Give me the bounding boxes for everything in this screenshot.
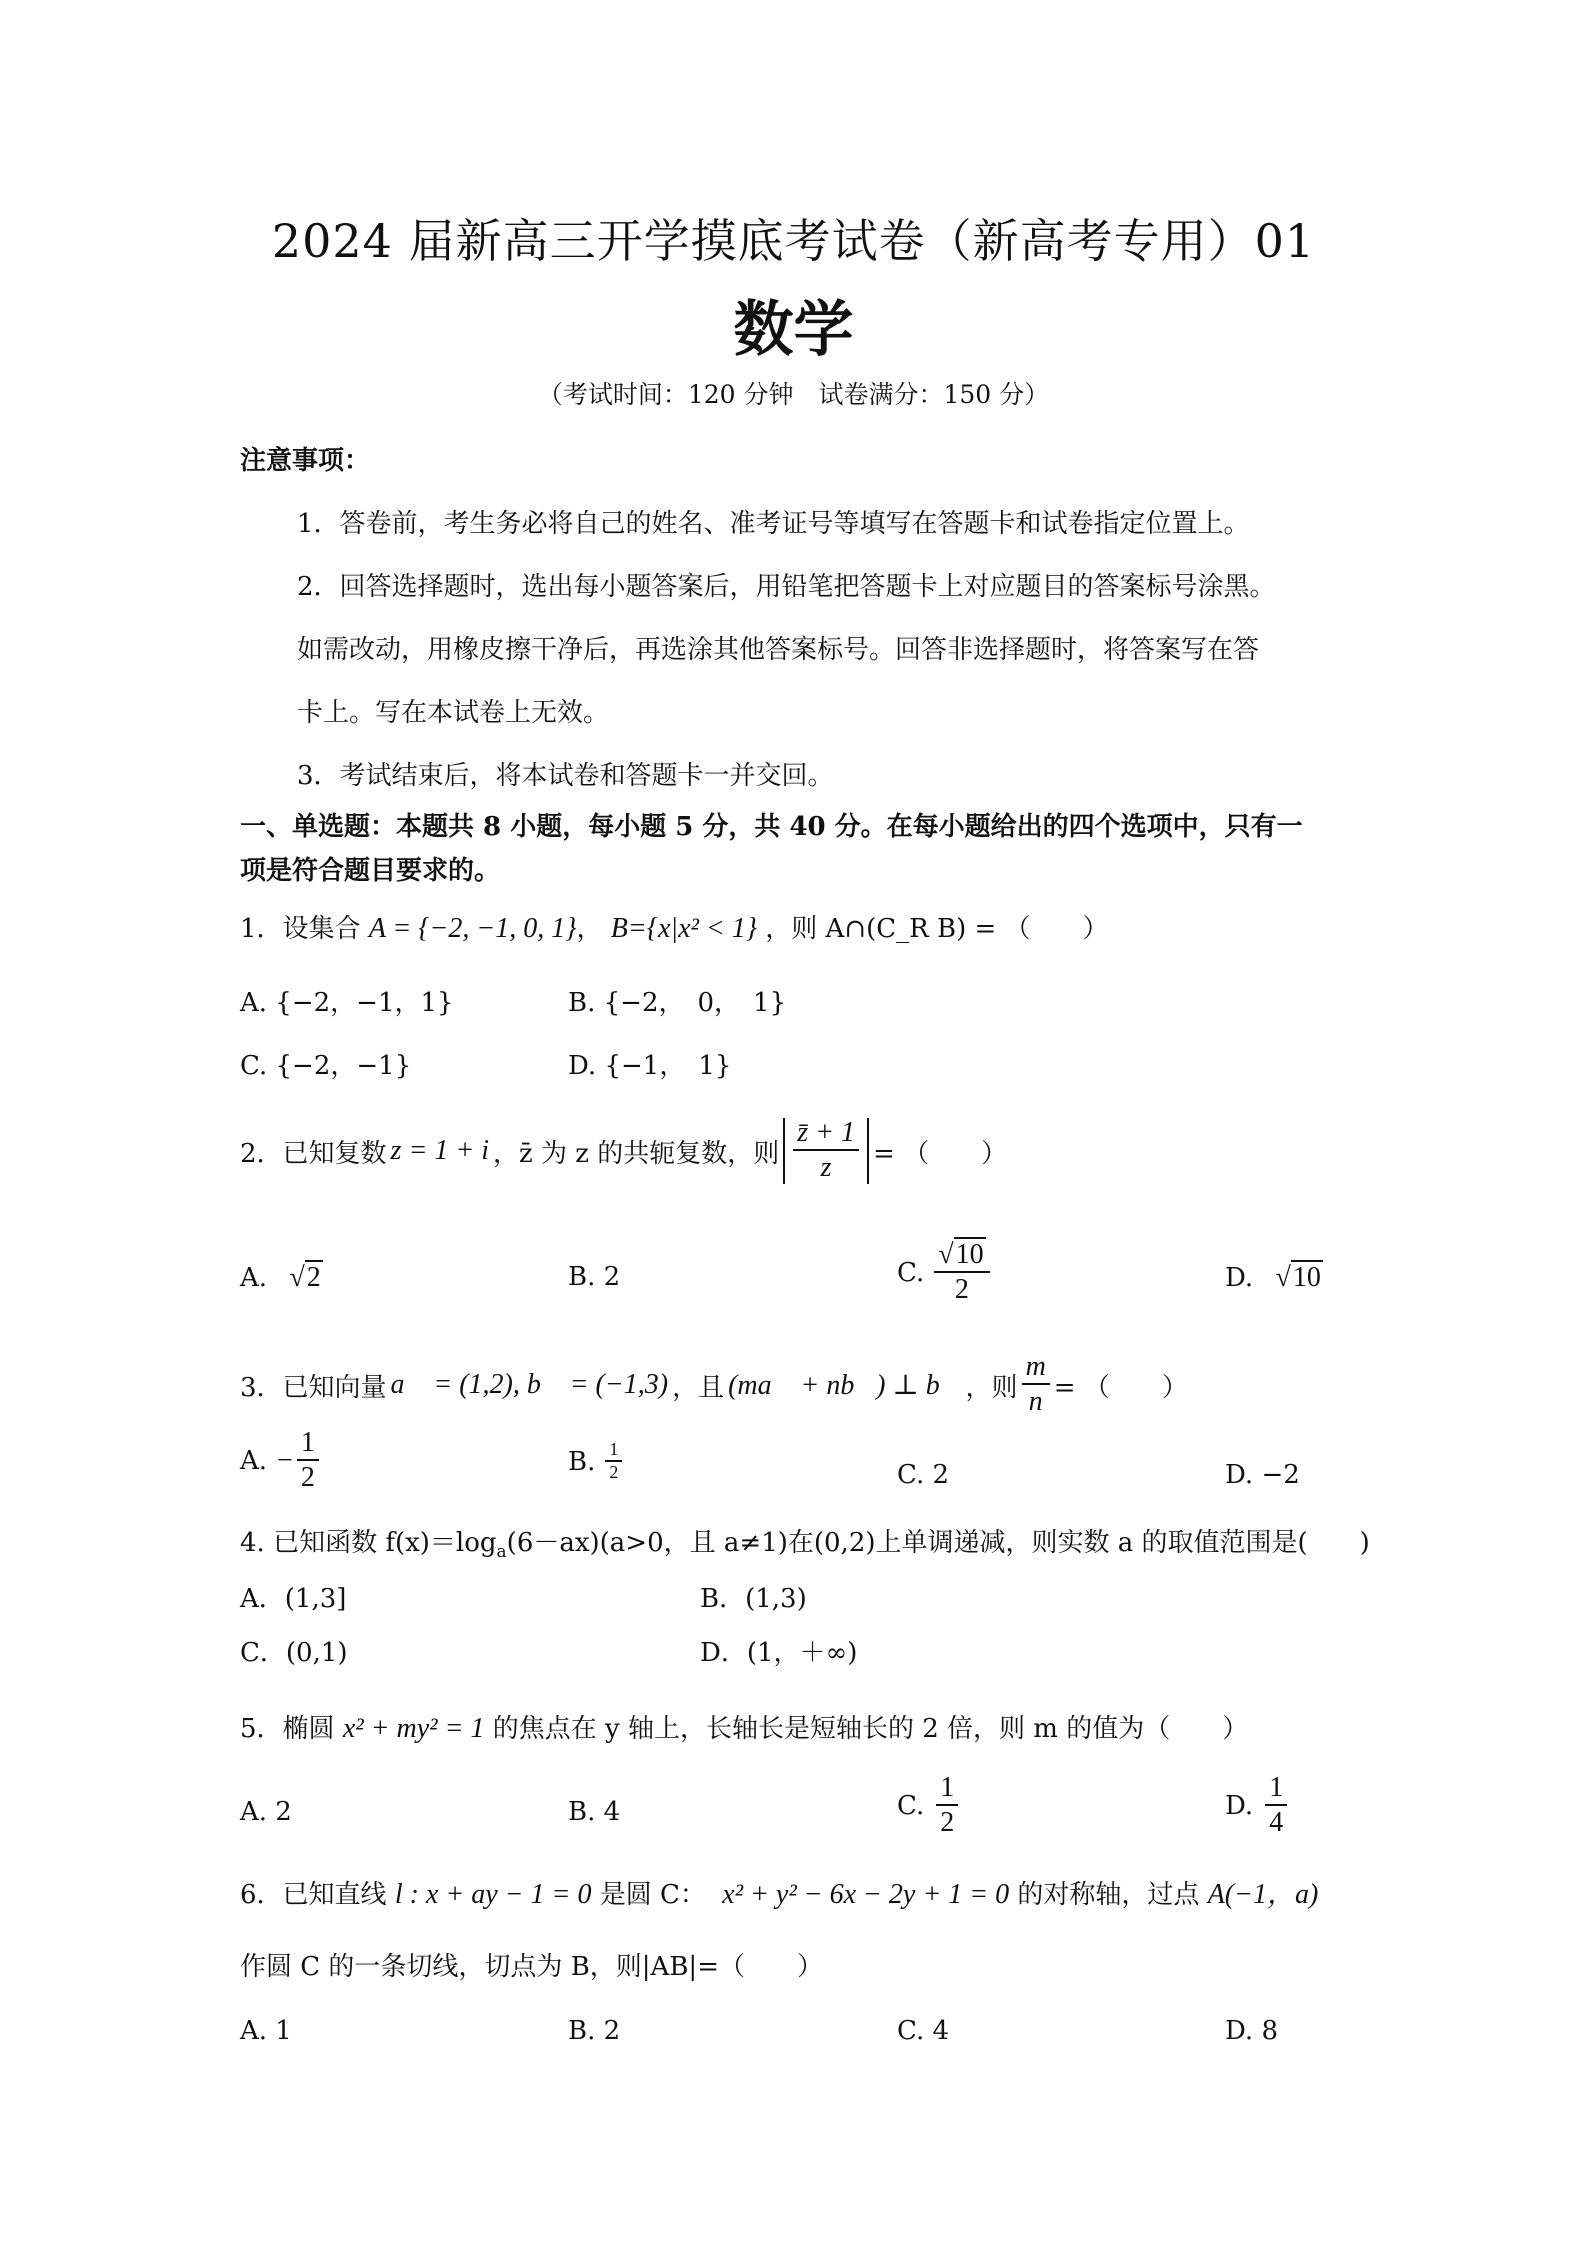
q2-d-value: 10 [1292,1262,1321,1293]
notice-item-2c: 卡上。写在本试卷上无效。 [297,698,610,728]
q2-stem1: 2．已知复数 [240,1138,387,1169]
q3-stem3: ，则 [965,1372,1018,1403]
q2-a-label: A. [240,1263,268,1293]
q2-c-num: 10 [955,1239,984,1270]
notice-item-2a: 2．回答选择题时，选出每小题答案后，用铅笔把答题卡上对应题目的答案标号涂黑。 [297,572,1276,602]
q6-stem3: 的对称轴，过点 [1017,1880,1200,1910]
q1-set-a: A = {−2, −1, 0, 1} [368,913,577,944]
q6-option-b: B. 2 [568,2016,621,2046]
q6-stem2: 是圆 C： [599,1880,706,1910]
q2-option-c [897,1240,994,1306]
q1-num: 1．设集合 [240,914,361,944]
q5-c-label: C. [897,1791,925,1822]
q4-option-a: A．(1,3] [240,1584,347,1614]
exam-title: 2024 届新高三开学摸底考试卷（新高考专用）01 [271,214,1316,268]
q4-option-b: B．(1,3) [700,1584,807,1614]
exam-info: （考试时间：120 分钟 试卷满分：150 分） [537,380,1050,409]
section-heading-line2: 项是符合题目要求的。 [240,856,501,886]
q4-log-base: a [496,1542,507,1563]
q2-d-label: D. [1225,1263,1254,1293]
q2-option-b: B. 2 [568,1262,621,1292]
q3-a-fraction [297,1428,319,1494]
q4-option-c: C．(0,1) [240,1638,348,1668]
q6-stem-line2: 作圆 C 的一条切线，切点为 B，则|AB|=（ ） [240,1952,823,1982]
q3-option-c: C. 2 [897,1460,950,1490]
q6-option-d: D. 8 [1225,2016,1278,2046]
question-2 [240,1118,1007,1184]
q2-fraction [793,1118,859,1184]
q2-a-value: 2 [306,1262,321,1293]
question-3 [240,1352,1188,1418]
q2-c-label: C. [897,1258,925,1289]
q6-option-c: C. 4 [897,2016,950,2046]
q5-option-b: B. 4 [568,1797,621,1827]
q5-d-num: 1 [1265,1773,1287,1806]
question-5 [240,1708,1248,1745]
section-heading-line1: 一、单选题：本题共 8 小题，每小题 5 分，共 40 分。在每小题给出的四个选项中，只有一 [240,812,1303,842]
q3-a-den: 2 [300,1461,315,1493]
question-1: 1．设集合 A = {−2, −1, 0, 1}， B={x|x² < 1} ，则 A∩(C_R B) = （ ） [240,913,1109,944]
q5-option-a: A. 2 [240,1797,292,1827]
q5-d-fraction [1265,1773,1287,1839]
q3-frac-den: n [1028,1385,1043,1417]
q4-stem2: (6－ax)(a>0，且 a≠1)在(0,2)上单调递减，则实数 a 的取值范围是( ) [506,1528,1370,1558]
q3-option-d: D. −2 [1225,1460,1300,1490]
q6-circle-eq: x² + y² − 6x − 2y + 1 = 0 [722,1879,1010,1910]
q5-d-den: 4 [1269,1806,1284,1838]
q4-stem: 4. 已知函数 f(x)＝log [240,1528,497,1558]
q3-a-label: A. [240,1446,268,1477]
q2-frac-den: z [820,1151,832,1183]
q3-a-num: 1 [297,1428,319,1461]
q5-stem2: 的焦点在 y 轴上，长轴长是短轴长的 2 倍，则 m 的值为（ ） [492,1714,1249,1744]
q5-option-d [1225,1773,1291,1839]
q3-vectors: a⃗ = (1,2), b⃗ = (−1,3) [390,1369,669,1401]
q3-tail: = （ ） [1053,1372,1188,1403]
q5-c-fraction [936,1773,958,1839]
q6-stem1: 6．已知直线 [240,1880,387,1910]
subject-title: 数学 [733,295,854,365]
q1-option-c: C. {−2，−1} [240,1051,412,1081]
q6-point: A(−1，a) [1207,1879,1319,1910]
q2-stem2: ，z̄ 为 z 的共轭复数，则 [493,1138,780,1169]
q5-c-den: 2 [940,1806,955,1838]
q2-tail: = （ ） [873,1138,1008,1169]
q5-stem1: 5．椭圆 [240,1714,335,1744]
question-6 [240,1872,1318,1912]
q3-b-fraction [605,1440,622,1483]
q1-option-b: B. {−2， 0， 1} [568,988,787,1018]
q3-frac-num: m [1022,1352,1050,1385]
q2-z: z = 1 + i [390,1135,490,1167]
q5-option-c [897,1773,962,1839]
q1-option-a: A. {−2，−1，1} [240,988,454,1018]
q5-c-num: 1 [936,1773,958,1806]
q3-condition: (ma⃗ + nb⃗) ⊥ b⃗ [728,1370,962,1402]
q3-option-a: A. − $\frac{1}{2}$ [240,1428,323,1494]
q2-frac-num: z̄ + 1 [793,1118,859,1151]
q3-b-den: 2 [609,1461,619,1482]
q2-abs [783,1118,869,1184]
q2-c-fraction: $\frac{√10}{2}$ [934,1240,989,1306]
q3-b-num: 1 [605,1440,622,1462]
q5-d-label: D. [1225,1791,1254,1822]
q4-option-d: D．(1，＋∞) [700,1638,858,1668]
q2-option-d: D. √10 [1225,1262,1321,1293]
q3-stem2: ，且 [672,1372,725,1403]
q6-line-eq: l : x + ay − 1 = 0 [394,1879,592,1910]
q5-equation: x² + my² = 1 [342,1713,485,1744]
notice-item-1: 1．答卷前，考生务必将自己的姓名、准考证号等填写在答题卡和试卷指定位置上。 [297,509,1250,539]
notice-heading: 注意事项： [240,446,371,476]
q3-stem1: 3．已知向量 [240,1372,387,1403]
q1-ask: ，则 A∩(C_R B) = （ ） [765,914,1109,944]
q3-option-b [568,1440,626,1483]
notice-item-2b: 如需改动，用橡皮擦干净后，再选涂其他答案标号。回答非选择题时，将答案写在答 [297,635,1260,665]
notice-item-3: 3．考试结束后，将本试卷和答题卡一并交回。 [297,761,834,791]
q3-b-label: B. [568,1446,596,1477]
question-4 [240,1522,1370,1562]
q2-c-den: 2 [954,1273,969,1305]
q3-fraction [1022,1352,1050,1418]
q1-option-d: D. {−1， 1} [568,1051,732,1081]
q6-option-a: A. 1 [240,2016,292,2046]
q2-option-a: A. √2 [240,1262,321,1293]
q1-set-b: B={x|x² < 1} [610,913,757,944]
